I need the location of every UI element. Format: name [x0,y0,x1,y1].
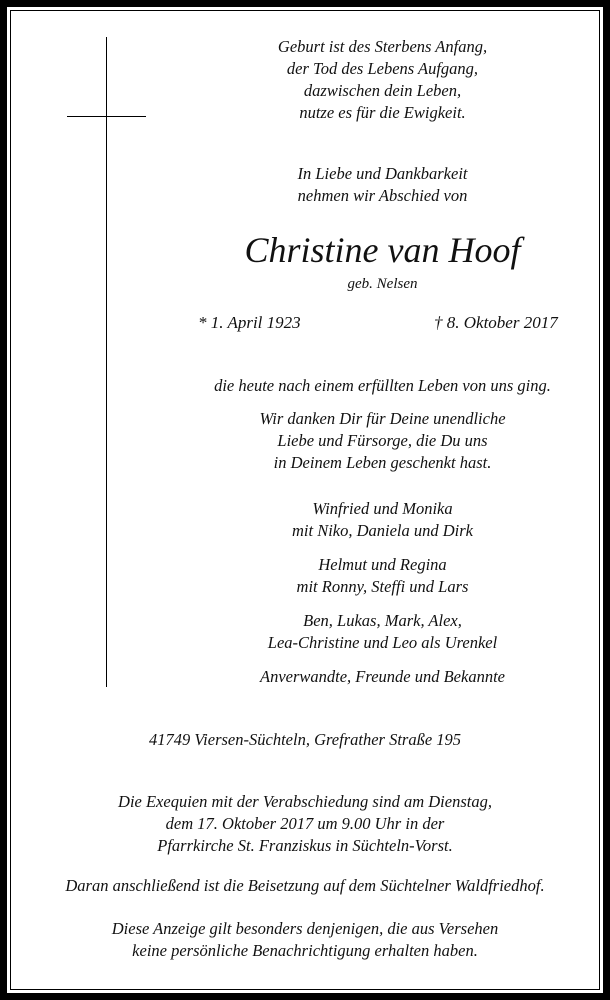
verse-line: Geburt ist des Sterbens Anfang, [277,37,488,56]
family-group [205,498,560,542]
notice-line: keine persönliche Benachrichtigung erhalten haben. [132,941,478,960]
notice-line: Diese Anzeige gilt besonders denjenigen, die aus Versehen [111,919,499,938]
verse-line: der Tod des Lebens Aufgang, [286,59,479,78]
service-line: Die Exequien mit der Verabschiedung sind am Dienstag, [118,792,492,811]
family-group [205,610,560,654]
death-date: † 8. Oktober 2017 [434,313,558,332]
verse-line: dazwischen dein Leben, [303,81,462,100]
family-group [205,666,560,688]
passed-text: die heute nach einem erfüllten Leben von uns ging. [214,376,551,395]
address: 41749 Viersen-Süchteln, Grefrather Straße 195 [148,730,462,749]
intro-text [205,163,560,207]
thanks-line: Wir danken Dir für Deine unendliche [259,409,506,428]
birth-date: * 1. April 1923 [198,313,301,332]
family-line: Winfried und Monika [312,499,453,518]
maiden-name: geb. Nelsen [347,276,418,292]
family-line: mit Niko, Daniela und Dirk [291,521,474,540]
cross-vertical-bar [106,37,107,687]
family-line: Ben, Lukas, Mark, Alex, [303,611,462,630]
family-line: Helmut und Regina [318,555,447,574]
family-group [205,554,560,598]
family-line: Lea-Christine und Leo als Urenkel [267,633,498,652]
family-line: mit Ronny, Steffi und Lars [296,577,469,596]
cross-horizontal-bar [67,116,146,117]
thanks-line: Liebe und Fürsorge, die Du uns [277,431,488,450]
burial-info: Daran anschließend ist die Beisetzung auf dem Süchtelner Waldfriedhof. [65,876,545,895]
service-info [30,791,580,857]
deceased-name: Christine van Hoof [244,230,521,270]
intro-line: nehmen wir Abschied von [297,186,468,205]
service-line: dem 17. Oktober 2017 um 9.00 Uhr in der [165,814,445,833]
notice-text [30,918,580,962]
verse-line: nutze es für die Ewigkeit. [299,103,466,122]
verse [205,36,560,124]
thanks-line: in Deinem Leben geschenkt hast. [273,453,492,472]
intro-line: In Liebe und Dankbarkeit [297,164,468,183]
thanks-text [205,408,560,474]
family-line: Anverwandte, Freunde und Bekannte [260,667,505,686]
service-line: Pfarrkirche St. Franziskus in Süchteln-Vorst. [157,836,453,855]
